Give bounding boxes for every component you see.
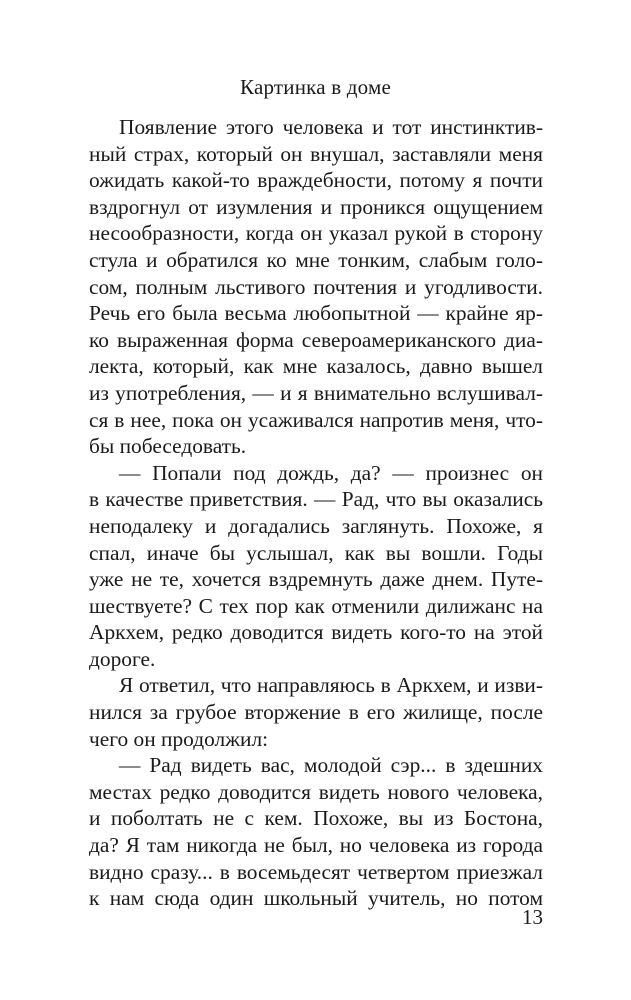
page-number: 13	[522, 905, 543, 929]
text-line: шествуете? С тех пор как отменили дилижанс на	[89, 593, 543, 618]
text-line: неподалеку и догадались заглянуть. Похоже, я	[89, 513, 543, 538]
text-line: в качестве приветствия. — Рад, что вы оказались	[89, 487, 543, 512]
text-line: лекта, который, как мне казалось, давно вышел	[89, 354, 543, 379]
text-line: стула и обратился ко мне тонким, слабым голо-	[89, 247, 543, 272]
text-line: дороге.	[89, 646, 156, 671]
text-line: Появление этого человека и тот инстинктив-	[119, 115, 543, 139]
text-line: Речь его была весьма любопытной — крайне яр-	[89, 301, 543, 326]
text-line: к нам сюда один школьный учитель, но потом	[89, 886, 543, 911]
text-line: нился за грубое вторжение в его жилище, после	[89, 700, 543, 725]
text-line: сом, полным льстивого почтения и угодливости.	[89, 274, 543, 299]
text-line: да? Я там никогда не был, но человека из города	[89, 833, 543, 858]
body-text	[89, 114, 543, 912]
text-line: бы побеседовать.	[89, 434, 247, 459]
text-line: чего он продолжил:	[89, 726, 269, 751]
text-line: уже не те, хочется вздремнуть даже днем. Путе-	[89, 567, 543, 592]
text-line: местах редко доводится видеть нового человека,	[89, 779, 543, 804]
text-line: вздрогнул от изумления и проникся ощущением	[89, 194, 543, 219]
text-line: — Рад видеть вас, молодой сэр... в здешних	[119, 753, 543, 778]
text-line: ся в нее, пока он усаживался напротив меня, что-	[89, 407, 543, 432]
text-line: Я ответил, что направляюсь в Аркхем, и изви-	[119, 673, 543, 698]
text-line: из употребления, — и я внимательно вслушивал-	[89, 380, 543, 405]
running-head: Картинка в доме	[240, 75, 391, 99]
text-line: ожидать какой-то враждебности, потому я почти	[89, 168, 543, 193]
text-line: и поболтать не с кем. Похоже, вы из Бостона,	[89, 806, 543, 831]
text-line: видно сразу... в восемьдесят четвертом приезжал	[89, 859, 543, 884]
text-line: спал, иначе бы услышал, как вы вошли. Годы	[89, 540, 543, 565]
text-line: несообразности, когда он указал рукой в сторону	[89, 221, 543, 246]
text-line: ный страх, который он внушал, заставляли меня	[89, 141, 543, 166]
text-line: — Попали под дождь, да? — произнес он	[119, 460, 543, 485]
text-line: ко выраженная форма североамериканского диа-	[89, 327, 543, 352]
text-line: Аркхем, редко доводится видеть кого-то на этой	[89, 620, 543, 645]
